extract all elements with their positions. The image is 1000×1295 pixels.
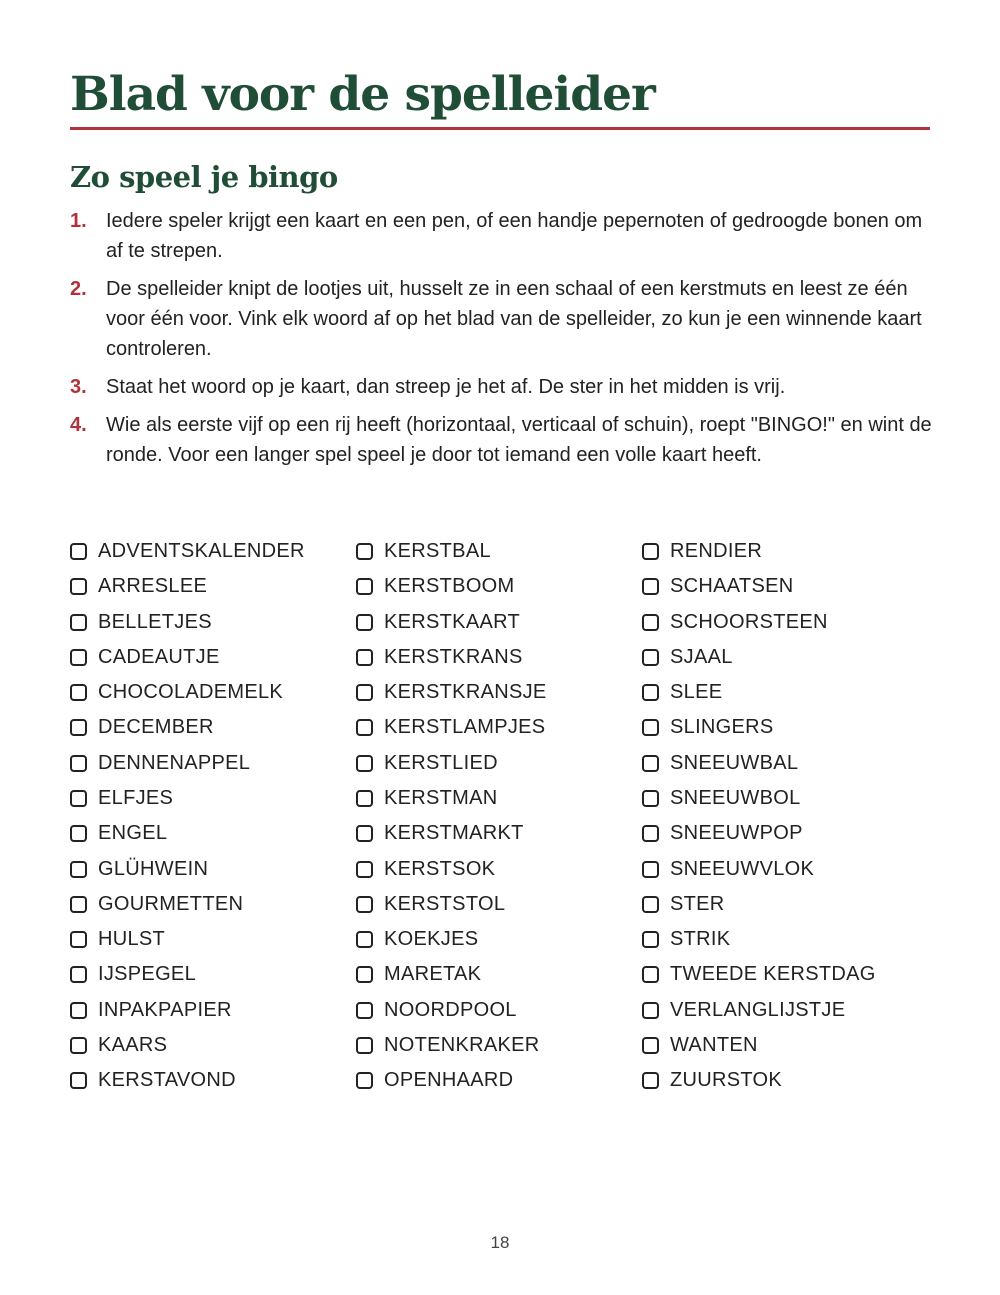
word-list-item [642, 922, 876, 957]
word-list-item [642, 781, 876, 816]
word-list-item [356, 569, 547, 604]
word-checkbox[interactable] [356, 614, 373, 631]
word-label: KERSTSTOL [384, 892, 506, 915]
word-checkbox[interactable] [356, 1072, 373, 1089]
section-heading: Zo speel je bingo [70, 160, 338, 194]
word-list-item [356, 887, 547, 922]
word-list-item [642, 605, 876, 640]
word-list-item [70, 922, 305, 957]
word-label: KERSTKRANSJE [384, 681, 547, 704]
word-column-1 [70, 534, 305, 1098]
word-checkbox[interactable] [70, 649, 87, 666]
step-number: 2. [70, 278, 87, 300]
word-list-item [70, 887, 305, 922]
word-checkbox[interactable] [356, 649, 373, 666]
word-checkbox[interactable] [70, 861, 87, 878]
instruction-step [70, 410, 940, 470]
instructions-list [70, 206, 940, 478]
step-text: Wie als eerste vijf op een rij heeft (horizontaal, verticaal of schuin), roept "BINGO!" en wint de ronde. Voor een langer spel speel je door tot iemand een volle kaart heeft. [106, 414, 932, 466]
word-label: WANTEN [670, 1033, 758, 1056]
instruction-step [70, 274, 940, 364]
word-checkbox[interactable] [356, 931, 373, 948]
word-label: KERSTMAN [384, 786, 498, 809]
word-label: ENGEL [98, 822, 168, 845]
word-label: KERSTKRANS [384, 645, 523, 668]
word-checkbox[interactable] [70, 719, 87, 736]
word-label: SLINGERS [670, 716, 774, 739]
word-checkbox[interactable] [642, 1002, 659, 1019]
word-checkbox[interactable] [70, 614, 87, 631]
word-list-item [642, 710, 876, 745]
word-list-item [70, 781, 305, 816]
word-list-item [356, 1028, 547, 1063]
word-list-item [356, 675, 547, 710]
word-checkbox[interactable] [70, 684, 87, 701]
word-label: KERSTKAART [384, 610, 520, 633]
word-checkbox[interactable] [356, 719, 373, 736]
word-label: TWEEDE KERSTDAG [670, 963, 876, 986]
word-list-item [642, 851, 876, 886]
word-list-item [642, 957, 876, 992]
word-list-item [642, 569, 876, 604]
word-checkbox[interactable] [356, 861, 373, 878]
word-column-3 [642, 534, 876, 1098]
word-label: ELFJES [98, 786, 174, 809]
title-divider [70, 127, 930, 130]
word-checkbox[interactable] [642, 543, 659, 560]
word-checkbox[interactable] [70, 966, 87, 983]
word-checkbox[interactable] [642, 684, 659, 701]
word-list-item [70, 534, 305, 569]
word-label: OPENHAARD [384, 1069, 514, 1092]
word-label: KAARS [98, 1033, 168, 1056]
word-checkbox[interactable] [356, 1002, 373, 1019]
word-checkbox[interactable] [642, 1072, 659, 1089]
word-label: KERSTAVOND [98, 1069, 236, 1092]
word-checkbox[interactable] [642, 578, 659, 595]
word-label: MARETAK [384, 963, 482, 986]
word-list-item [356, 746, 547, 781]
step-text: Iedere speler krijgt een kaart en een pen, of een handje pepernoten of gedroogde bonen om af te strepen. [106, 210, 923, 262]
word-checkbox[interactable] [356, 1037, 373, 1054]
word-checkbox[interactable] [70, 755, 87, 772]
word-list-item [70, 851, 305, 886]
word-label: SCHOORSTEEN [670, 610, 828, 633]
word-checkbox[interactable] [70, 825, 87, 842]
word-label: STRIK [670, 928, 731, 951]
word-label: SLEE [670, 681, 723, 704]
word-checkbox[interactable] [642, 966, 659, 983]
step-text: De spelleider knipt de lootjes uit, husselt ze in een schaal of een kerstmuts en leest ze één voor één voor. Vink elk woord af op het blad van de spelleider, zo kun je een winnende kaart controleren. [106, 278, 922, 360]
word-checkbox[interactable] [356, 578, 373, 595]
word-label: KOEKJES [384, 928, 479, 951]
word-list-item [356, 640, 547, 675]
word-checkbox[interactable] [70, 578, 87, 595]
word-checkbox[interactable] [70, 896, 87, 913]
word-checkbox[interactable] [70, 790, 87, 807]
word-list-item [70, 1028, 305, 1063]
word-label: KERSTMARKT [384, 822, 524, 845]
word-checkbox[interactable] [70, 1072, 87, 1089]
word-checkbox[interactable] [356, 896, 373, 913]
word-checkbox[interactable] [356, 684, 373, 701]
instruction-step [70, 372, 940, 402]
word-label: ZUURSTOK [670, 1069, 783, 1092]
word-list-item [70, 710, 305, 745]
word-list-item [642, 887, 876, 922]
word-list-item [356, 1063, 547, 1098]
page-number: 18 [490, 1233, 510, 1252]
word-checkbox[interactable] [642, 719, 659, 736]
word-list-item [356, 816, 547, 851]
word-checkbox[interactable] [642, 861, 659, 878]
word-list-item [642, 992, 876, 1027]
word-checkbox[interactable] [356, 543, 373, 560]
word-column-2 [356, 534, 547, 1098]
word-list-item [642, 675, 876, 710]
word-label: KERSTBOOM [384, 575, 515, 598]
word-label: VERLANGLIJSTJE [670, 998, 846, 1021]
word-list-item [70, 992, 305, 1027]
word-label: DECEMBER [98, 716, 214, 739]
word-list-item [70, 957, 305, 992]
word-checkbox[interactable] [642, 896, 659, 913]
word-label: SNEEUWPOP [670, 822, 803, 845]
word-list-item [70, 605, 305, 640]
word-list-item [70, 746, 305, 781]
step-number: 4. [70, 414, 87, 436]
word-label: DENNENAPPEL [98, 751, 251, 774]
word-checkbox[interactable] [356, 790, 373, 807]
word-label: KERSTBAL [384, 540, 491, 563]
word-label: CADEAUTJE [98, 645, 220, 668]
word-label: SNEEUWVLOK [670, 857, 815, 880]
word-checkbox[interactable] [642, 931, 659, 948]
word-label: KERSTSOK [384, 857, 496, 880]
word-checkbox[interactable] [642, 649, 659, 666]
word-list-item [356, 781, 547, 816]
word-label: HULST [98, 928, 166, 951]
word-list-item [356, 851, 547, 886]
word-list-item [70, 640, 305, 675]
word-list-item [70, 1063, 305, 1098]
word-checkbox[interactable] [70, 931, 87, 948]
page-title: Blad voor de spelleider [70, 67, 655, 122]
step-number: 3. [70, 376, 87, 398]
word-label: SJAAL [670, 645, 733, 668]
word-label: BELLETJES [98, 610, 212, 633]
word-list-item [642, 816, 876, 851]
word-label: GLÜHWEIN [98, 857, 209, 880]
word-label: INPAKPAPIER [98, 998, 232, 1021]
word-checkbox[interactable] [356, 825, 373, 842]
word-list-item [356, 922, 547, 957]
word-checkbox[interactable] [70, 1037, 87, 1054]
word-list-item [642, 534, 876, 569]
word-list-item [70, 675, 305, 710]
word-checkbox[interactable] [642, 1037, 659, 1054]
word-list-item [642, 1028, 876, 1063]
word-list-item [356, 710, 547, 745]
word-label: RENDIER [670, 540, 763, 563]
word-label: SCHAATSEN [670, 575, 794, 598]
word-label: IJSPEGEL [98, 963, 196, 986]
word-list-item [356, 992, 547, 1027]
word-list-item [356, 534, 547, 569]
word-label: CHOCOLADEMELK [98, 681, 284, 704]
word-checkbox[interactable] [356, 755, 373, 772]
word-checkbox[interactable] [642, 825, 659, 842]
word-label: SNEEUWBAL [670, 751, 799, 774]
word-label: SNEEUWBOL [670, 786, 801, 809]
step-number: 1. [70, 210, 87, 232]
word-checkbox[interactable] [642, 790, 659, 807]
word-checkbox[interactable] [70, 1002, 87, 1019]
word-list-item [642, 1063, 876, 1098]
word-label: KERSTLAMPJES [384, 716, 546, 739]
word-label: NOORDPOOL [384, 998, 517, 1021]
word-checkbox[interactable] [642, 755, 659, 772]
word-label: ARRESLEE [98, 575, 208, 598]
word-list-item [642, 640, 876, 675]
word-label: NOTENKRAKER [384, 1033, 540, 1056]
word-checkbox[interactable] [70, 543, 87, 560]
word-checkbox[interactable] [356, 966, 373, 983]
word-list-item [70, 816, 305, 851]
word-label: STER [670, 892, 725, 915]
word-label: ADVENTSKALENDER [98, 540, 305, 563]
word-checkbox[interactable] [642, 614, 659, 631]
word-list-item [356, 957, 547, 992]
word-list-item [70, 569, 305, 604]
word-list-item [642, 746, 876, 781]
instruction-step [70, 206, 940, 266]
word-label: GOURMETTEN [98, 892, 244, 915]
word-list-item [356, 605, 547, 640]
step-text: Staat het woord op je kaart, dan streep je het af. De ster in het midden is vrij. [106, 376, 786, 398]
word-label: KERSTLIED [384, 751, 498, 774]
